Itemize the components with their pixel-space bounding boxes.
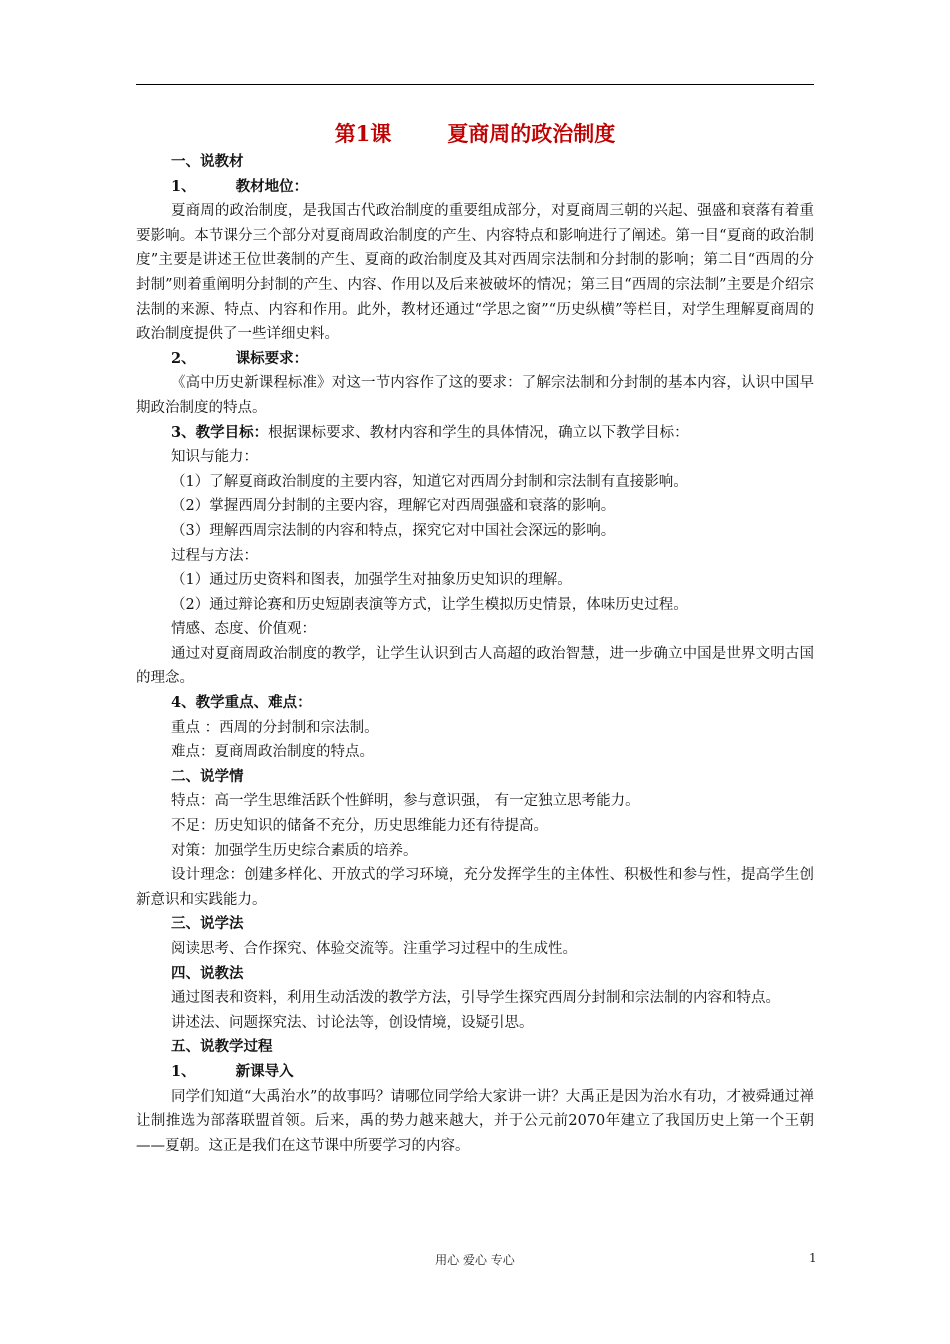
subheading-number: 1、 <box>171 177 196 195</box>
lesson-name: 夏商周的政治制度 <box>447 121 616 146</box>
subheading-label: 3、教学目标： <box>171 423 269 441</box>
paragraph: 对策：加强学生历史综合素质的培养。 <box>171 842 418 859</box>
paragraph: 夏商周的政治制度，是我国古代政治制度的重要组成部分，对夏商周三朝的兴起、强盛和衰落有着重要影响。本节课分三个部分对夏商周政治制度的产生、内容特点和影响进行了阐述。第一目“夏商的政治制度”主要是讲述王位世袭制的产生、夏商的政治制度及其对西周宗法制和分封制的影响；第二目“西周的分封制”则着重阐明分封制的产生、内容、作用以及后来被破坏的情况；第三目“西周的宗法制”主要是介绍宗法制的来源、特点、内容和作用。此外，教材还通过“学思之窗”“历史纵横”等栏目，对学生理解夏商周的政治制度提供了一些详细史料。 <box>136 203 814 343</box>
paragraph: 阅读思考、合作探究、体验交流等。注重学习过程中的生成性。 <box>171 941 577 957</box>
key-point-line: 重点 ：西周的分封制和宗法制。 <box>171 719 379 736</box>
section-heading-4: 四、说教法 <box>171 964 244 982</box>
paragraph: 设计理念：创建多样化、开放式的学习环境，充分发挥学生的主体性、积极性和参与性，提高学生创新意识和实践能力。 <box>136 867 814 908</box>
paragraph: 《高中历史新课程标准》对这一节内容作了这的要求：了解宗法制和分封制的基本内容，认识中国早期政治制度的特点。 <box>136 375 814 416</box>
paragraph: 通过对夏商周政治制度的教学，让学生认识到古人高超的政治智慧，进一步确立中国是世界文明古国的理念。 <box>136 645 814 687</box>
list-item: （1）通过历史资料和图表，加强学生对抽象历史知识的理解。 <box>171 572 572 589</box>
header-rule <box>136 84 814 85</box>
page-number: 1 <box>809 1251 817 1265</box>
list-item: （2）掌握西周分封制的主要内容，理解它对西周强盛和衰落的影响。 <box>171 498 616 515</box>
list-item: （2）通过辩论赛和历史短剧表演等方式，让学生模拟历史情景，体味历史过程。 <box>171 596 688 613</box>
page-footer: 用心 爱心 专心 <box>435 1253 515 1267</box>
list-item: （3）理解西周宗法制的内容和特点，探究它对中国社会深远的影响。 <box>171 522 616 539</box>
subheading-curriculum <box>136 347 814 372</box>
goal-category-label: 情感、态度、价值观： <box>171 621 316 638</box>
subheading-textbook-position <box>136 175 814 200</box>
paragraph: 特点：高一学生思维活跃个性鲜明，参与意识强， 有一定独立思考能力。 <box>171 793 640 810</box>
paragraph: 同学们知道“大禹治水”的故事吗？请哪位同学给大家讲一讲？大禹正是因为治水有功，才被舜通过禅让制推选为部落联盟首领。后来，禹的势力越来越大，并于公元前2070年建立了我国历史上第一个王朝——夏朝。这正是我们在这节课中所要学习的内容。 <box>136 1088 814 1154</box>
section-heading-2: 二、说学情 <box>171 767 244 785</box>
section-heading-3: 三、说学法 <box>171 915 244 933</box>
subheading-label: 课标要求： <box>235 349 309 367</box>
goal-category-label: 知识与能力： <box>171 449 258 466</box>
paragraph-text: 根据课标要求、教材内容和学生的具体情况，确立以下教学目标： <box>268 424 689 441</box>
difficult-point-line: 难点：夏商周政治制度的特点。 <box>171 744 374 761</box>
paragraph: 不足：历史知识的储备不充分，历史思维能力还有待提高。 <box>171 818 548 835</box>
paragraph: 讲述法、问题探究法、讨论法等，创设情境，设疑引思。 <box>171 1014 534 1031</box>
goal-category-label: 过程与方法： <box>171 547 258 564</box>
document-body <box>136 150 814 1158</box>
subheading-label: 教材地位： <box>235 177 309 195</box>
section-heading-5: 五、说教学过程 <box>171 1038 273 1056</box>
list-item: （1）了解夏商政治制度的主要内容，知道它对西周分封制和宗法制有直接影响。 <box>171 473 688 490</box>
paragraph: 通过图表和资料，利用生动活泼的教学方法，引导学生探究西周分封制和宗法制的内容和特点。 <box>171 990 780 1007</box>
subheading-number: 2、 <box>171 349 196 367</box>
page-title <box>136 118 814 148</box>
section-heading-1: 一、说教材 <box>171 153 244 170</box>
subheading-teaching-goals <box>136 421 814 446</box>
subheading-introduction <box>136 1060 814 1085</box>
subheading-label: 新课导入 <box>235 1062 294 1080</box>
subheading-number: 1、 <box>171 1062 196 1080</box>
lesson-number: 第1课 <box>334 121 392 146</box>
subheading-key-points: 4、教学重点、难点： <box>171 694 312 712</box>
